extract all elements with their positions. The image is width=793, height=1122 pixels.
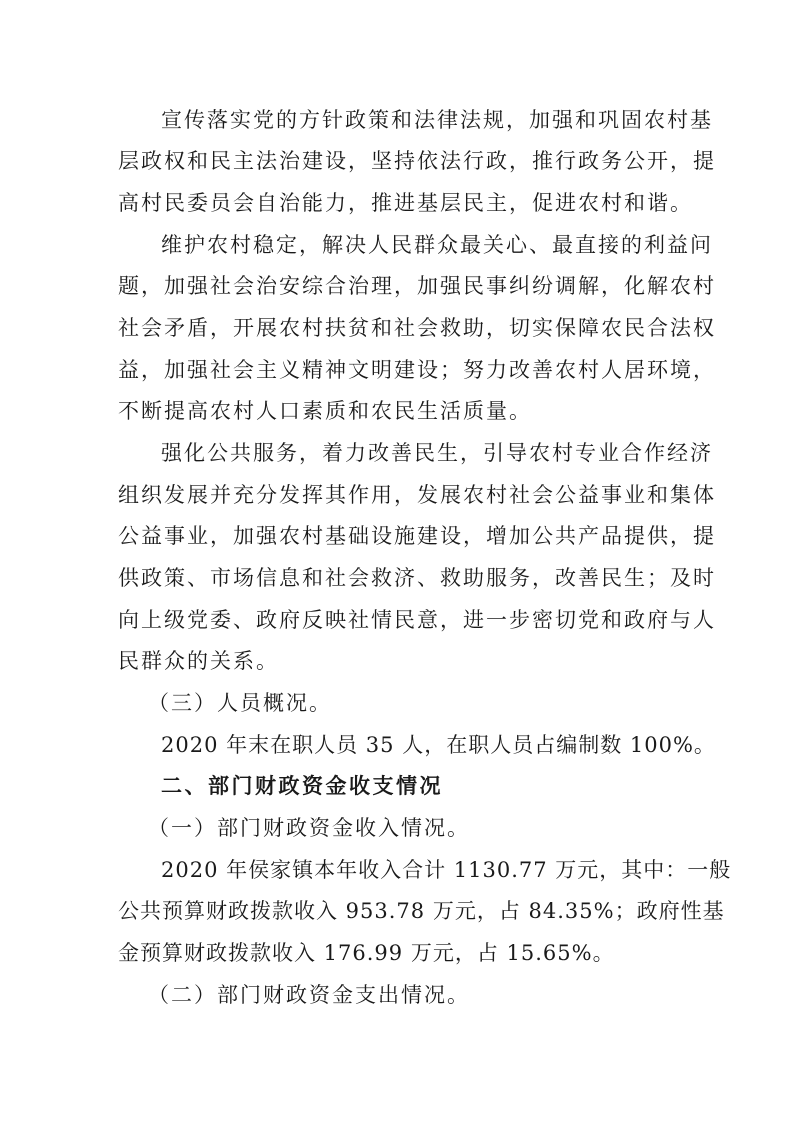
income-text-line: 2020 年侯家镇本年收入合计 1130.77 万元，其中：一般 <box>161 858 732 882</box>
paragraph-line: 题，加强社会治安综合治理，加强民事纠纷调解，化解农村 <box>118 274 716 298</box>
paragraph-line: 宣传落实党的方针政策和法律法规，加强和巩固农村基 <box>161 108 713 132</box>
section-heading: 二、部门财政资金收支情况 <box>161 774 443 798</box>
paragraph-line: 民群众的关系。 <box>118 649 279 673</box>
paragraph-line: 维护农村稳定，解决人民群众最关心、最直接的利益问 <box>161 233 713 257</box>
paragraph-line: 向上级党委、政府反映社情民意，进一步密切党和政府与人 <box>118 608 716 632</box>
paragraph-line: 供政策、市场信息和社会救济、救助服务，改善民生；及时 <box>118 566 716 590</box>
personnel-text: 2020 年末在职人员 35 人，在职人员占编制数 100%。 <box>161 733 716 757</box>
paragraph-line: 社会矛盾，开展农村扶贫和社会救助，切实保障农民合法权 <box>118 316 716 340</box>
income-text-line: 公共预算财政拨款收入 953.78 万元，占 84.35%；政府性基 <box>118 899 725 923</box>
subheading-expense: （二）部门财政资金支出情况。 <box>148 983 470 1007</box>
paragraph-line: 组织发展并充分发挥其作用，发展农村社会公益事业和集体 <box>118 483 716 507</box>
paragraph-line: 层政权和民主法治建设，坚持依法行政，推行政务公开，提 <box>118 149 716 173</box>
paragraph-line: 高村民委员会自治能力，推进基层民主，促进农村和谐。 <box>118 191 693 215</box>
paragraph-line: 不断提高农村人口素质和农民生活质量。 <box>118 399 532 423</box>
subheading-income: （一）部门财政资金收入情况。 <box>148 816 470 840</box>
paragraph-line: 强化公共服务，着力改善民生，引导农村专业合作经济 <box>161 441 713 465</box>
paragraph-line: 益，加强社会主义精神文明建设；努力改善农村人居环境， <box>118 358 716 382</box>
subheading-personnel: （三）人员概况。 <box>148 691 332 715</box>
income-text-line: 金预算财政拨款收入 176.99 万元，占 15.65%。 <box>118 941 615 965</box>
paragraph-line: 公益事业，加强农村基础设施建设，增加公共产品提供，提 <box>118 524 716 548</box>
